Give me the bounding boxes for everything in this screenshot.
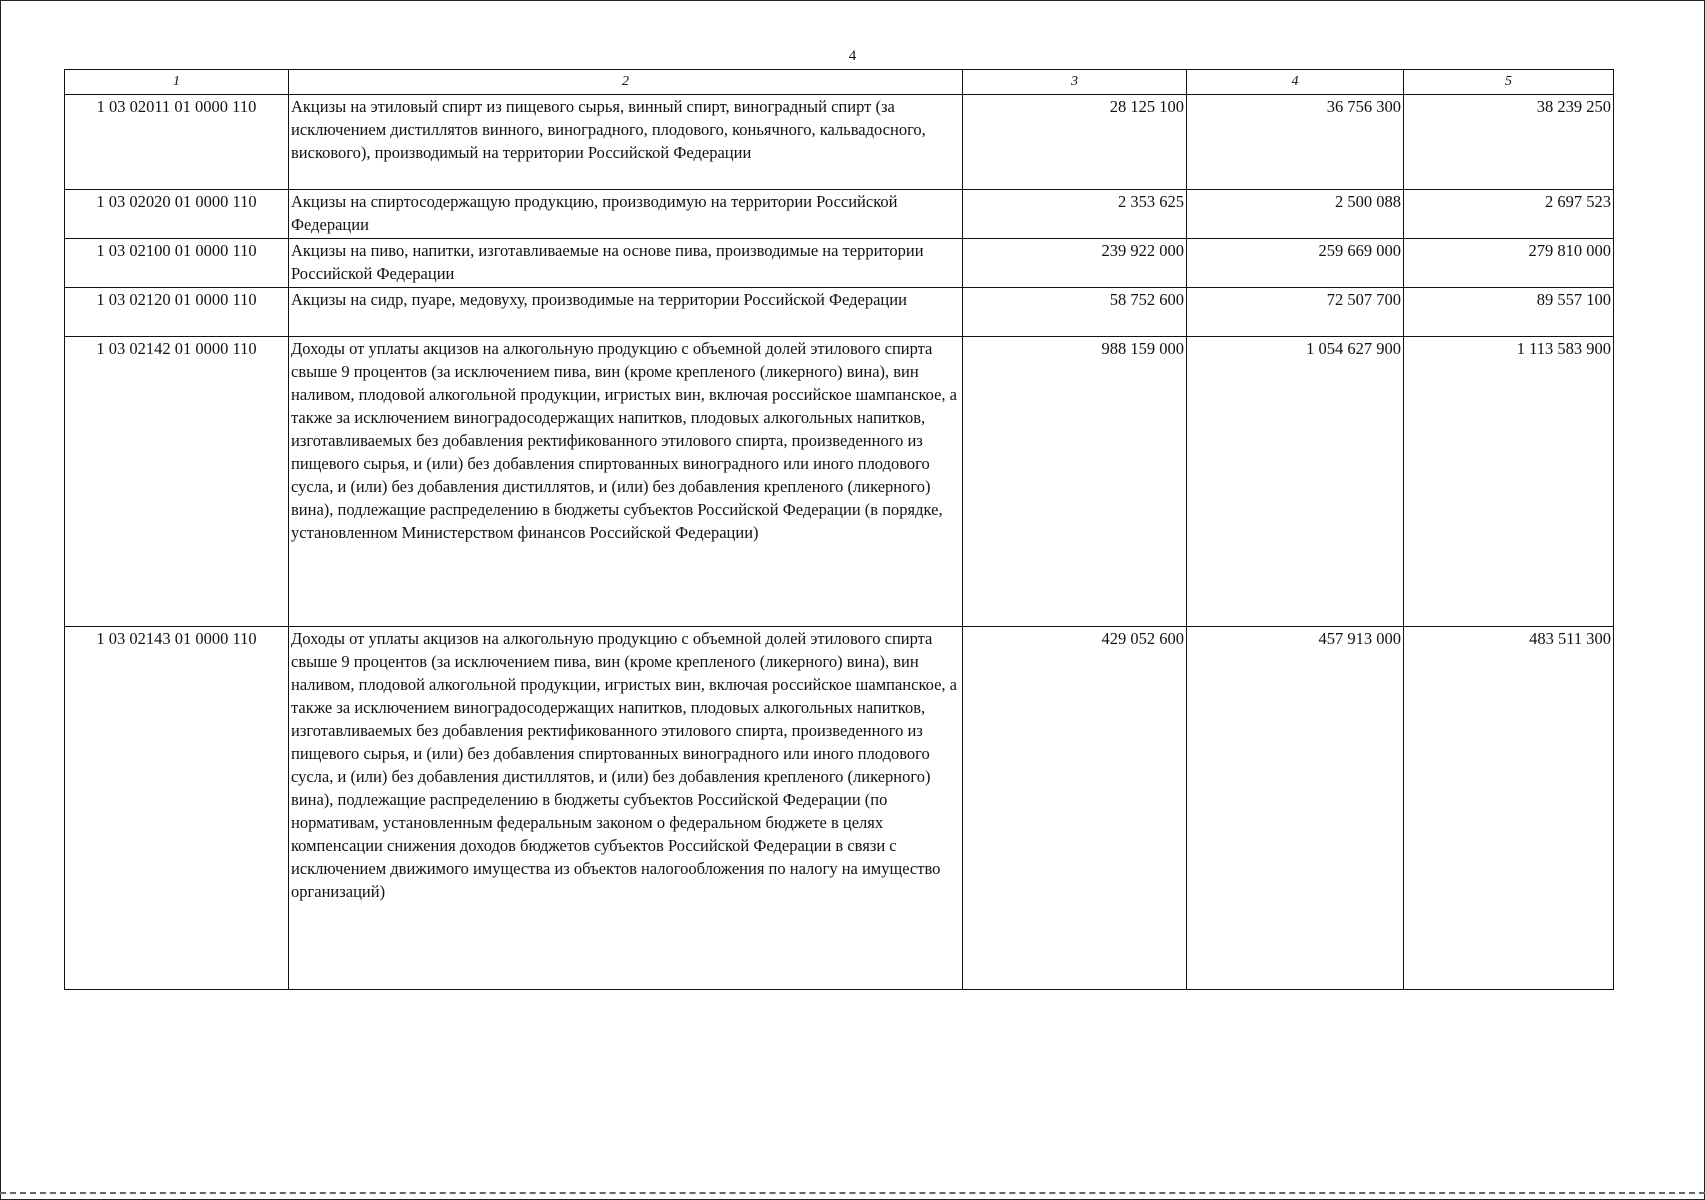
- table-row: [65, 239, 1614, 288]
- budget-code-cell: 1 03 02142 01 0000 110: [65, 337, 289, 627]
- revenue-name-cell: Акцизы на спиртосодержащую продукцию, производимую на территории Российской Федерации: [289, 190, 963, 239]
- revenue-name-cell: Доходы от уплаты акцизов на алкогольную продукцию с объемной долей этилового спирта свыше 9 процентов (за исключением пива, вин (кроме крепленого (ликерного) вина), вин наливом, плодовой алкогольной продукции, игристых вин, включая российское шампанское, а также за исключением виноградосодержащих напитков, плодовых алкогольных напитков, изготавливаемых без добавления ректификованного этилового спирта, произведенного из пищевого сырья, и (или) без добавления спиртованных виноградного или иного плодового сусла, и (или) без добавления дистиллятов, и (или) без добавления крепленого (ликерного) вина), подлежащие распределению в бюджеты субъектов Российской Федерации (по нормативам, установленным федеральным законом о федеральном бюджете в целях компенсации снижения доходов бюджетов субъектов Российской Федерации в связи с исключением движимого имущества из объектов налогообложения по налогу на имущество организаций): [289, 627, 963, 990]
- column-header-1: 1: [65, 70, 289, 95]
- value-col4-cell: 1 054 627 900: [1187, 337, 1404, 627]
- column-header-5: 5: [1404, 70, 1614, 95]
- value-col4-cell: 457 913 000: [1187, 627, 1404, 990]
- table-row: [65, 95, 1614, 190]
- table-row: [65, 627, 1614, 990]
- value-col3-cell: 58 752 600: [963, 288, 1187, 337]
- revenue-table: [64, 69, 1614, 990]
- budget-code-cell: 1 03 02020 01 0000 110: [65, 190, 289, 239]
- value-col3-cell: 429 052 600: [963, 627, 1187, 990]
- table-header-row: [65, 70, 1614, 95]
- budget-code-cell: 1 03 02143 01 0000 110: [65, 627, 289, 990]
- value-col5-cell: 279 810 000: [1404, 239, 1614, 288]
- budget-code-cell: 1 03 02100 01 0000 110: [65, 239, 289, 288]
- budget-code-cell: 1 03 02120 01 0000 110: [65, 288, 289, 337]
- value-col4-cell: 259 669 000: [1187, 239, 1404, 288]
- value-col5-cell: 483 511 300: [1404, 627, 1614, 990]
- table-row: [65, 190, 1614, 239]
- value-col3-cell: 239 922 000: [963, 239, 1187, 288]
- value-col3-cell: 28 125 100: [963, 95, 1187, 190]
- revenue-name-cell: Акцизы на пиво, напитки, изготавливаемые на основе пива, производимые на территории Российской Федерации: [289, 239, 963, 288]
- column-header-3: 3: [963, 70, 1187, 95]
- value-col5-cell: 38 239 250: [1404, 95, 1614, 190]
- value-col4-cell: 36 756 300: [1187, 95, 1404, 190]
- table-row: [65, 288, 1614, 337]
- revenue-name-cell: Доходы от уплаты акцизов на алкогольную продукцию с объемной долей этилового спирта свыше 9 процентов (за исключением пива, вин (кроме крепленого (ликерного) вина), вин наливом, плодовой алкогольной продукции, игристых вин, включая российское шампанское, а также за исключением виноградосодержащих напитков, плодовых алкогольных напитков, изготавливаемых без добавления ректификованного этилового спирта, произведенного из пищевого сырья, и (или) без добавления спиртованных виноградного или иного плодового сусла, и (или) без добавления дистиллятов, и (или) без добавления крепленого (ликерного) вина), подлежащие распределению в бюджеты субъектов Российской Федерации (в порядке, установленном Министерством финансов Российской Федерации): [289, 337, 963, 627]
- value-col3-cell: 988 159 000: [963, 337, 1187, 627]
- value-col4-cell: 2 500 088: [1187, 190, 1404, 239]
- scan-bottom-rule: [0, 1192, 1705, 1194]
- page-number: 4: [848, 48, 857, 64]
- column-header-2: 2: [289, 70, 963, 95]
- value-col4-cell: 72 507 700: [1187, 288, 1404, 337]
- column-header-4: 4: [1187, 70, 1404, 95]
- revenue-name-cell: Акцизы на сидр, пуаре, медовуху, производимые на территории Российской Федерации: [289, 288, 963, 337]
- revenue-name-cell: Акцизы на этиловый спирт из пищевого сырья, винный спирт, виноградный спирт (за исключением дистиллятов винного, виноградного, плодового, коньячного, кальвадосного, вискового), производимый на территории Российской Федерации: [289, 95, 963, 190]
- value-col5-cell: 89 557 100: [1404, 288, 1614, 337]
- value-col3-cell: 2 353 625: [963, 190, 1187, 239]
- value-col5-cell: 1 113 583 900: [1404, 337, 1614, 627]
- value-col5-cell: 2 697 523: [1404, 190, 1614, 239]
- budget-code-cell: 1 03 02011 01 0000 110: [65, 95, 289, 190]
- table-row: [65, 337, 1614, 627]
